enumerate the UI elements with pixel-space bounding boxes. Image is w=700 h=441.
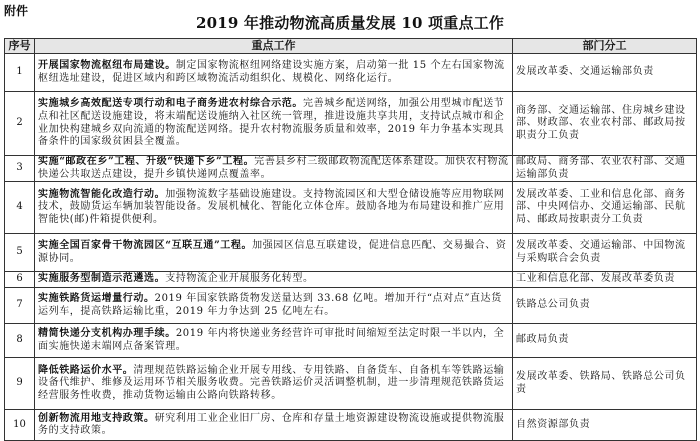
column-header-no: 序号 — [5, 39, 35, 54]
row-number: 4 — [5, 182, 35, 234]
task-detail: 2019 年内将快递业务经营许可审批时间缩短至法定时限一半以内，全面实施快递末端网点备案管理。 — [38, 328, 505, 352]
table-row — [5, 54, 697, 92]
task-cell — [35, 54, 513, 92]
task-lead: 降低铁路运价水平。 — [38, 364, 134, 376]
task-cell — [35, 410, 513, 441]
task-cell — [35, 358, 513, 410]
dept-cell: 邮政局、商务部、农业农村部、交通运输部负责 — [513, 156, 697, 182]
task-lead: 实施物流智能化改造行动。 — [38, 188, 166, 200]
row-number: 2 — [5, 92, 35, 156]
row-number: 8 — [5, 324, 35, 358]
task-cell — [35, 92, 513, 156]
dept-cell: 工业和信息化部、发展改革委负责 — [513, 272, 697, 288]
task-detail: 完善城乡配送网络，加强公用型城市配送节点和社区配送设施建设，将末端配送设施纳入社区统一管理，推进设施共享共用，支持试点城市和企业加快构建城乡双向流通的物流配送网络。提升农村物流服务质量和效率，2019 年力争基本实现具备条件的国家级贫困县全覆盖。 — [38, 98, 505, 148]
task-lead: 实施“邮政在乡”工程、升级“快递下乡”工程。 — [38, 156, 255, 167]
task-detail: 加强园区信息互联建设，促进信息匹配、交易撮合、资源协同。 — [38, 240, 507, 264]
table-header-row — [5, 39, 697, 54]
table-row — [5, 288, 697, 324]
task-cell — [35, 324, 513, 358]
task-detail: 2019 年国家铁路货物发送量达到 33.68 亿吨。增加开行“点对点”直达货运列车，提高铁路运输比重，2019 年力争达到 25 亿吨左右。 — [38, 293, 502, 317]
task-cell — [35, 234, 513, 272]
dept-cell: 发展改革委、交通运输部、中国物流与采购联合会负责 — [513, 234, 697, 272]
task-detail: 研究利用工业企业旧厂房、仓库和存量土地资源建设物流设施或提供物流服务的支持政策。 — [38, 412, 505, 437]
task-lead: 实施城乡高效配送专项行动和电子商务进农村综合示范。 — [38, 98, 303, 110]
table-row — [5, 272, 697, 288]
row-number: 1 — [5, 54, 35, 92]
task-cell — [35, 182, 513, 234]
task-detail: 支持物流企业开展服务化转型。 — [165, 273, 314, 285]
dept-cell: 自然资源部负责 — [513, 410, 697, 441]
task-lead: 创新物流用地支持政策。 — [38, 412, 155, 424]
row-number: 9 — [5, 358, 35, 410]
task-lead: 精简快递分支机构办理手续。 — [38, 328, 176, 340]
dept-cell: 铁路总公司负责 — [513, 288, 697, 324]
task-lead: 实施服务型制造示范遴选。 — [38, 273, 166, 285]
attachment-label: 附件 — [4, 4, 29, 18]
document-title: 2019 年推动物流高质量发展 10 项重点工作 — [195, 14, 505, 32]
row-number: 5 — [5, 234, 35, 272]
dept-cell: 商务部、交通运输部、住房城乡建设部、财政部、农业农村部、邮政局按职责分工负责 — [513, 92, 697, 156]
table-row — [5, 182, 697, 234]
row-number: 3 — [5, 156, 35, 182]
task-detail: 加强物流数字基础设施建设。支持物流园区和大型仓储设施等应用物联网技术，鼓励货运车辆加装智能设备。发展机械化、智能化立体仓库。鼓励各地为布局建设和推广应用智能快(邮)件箱提供便利。 — [38, 188, 505, 225]
table-row — [5, 324, 697, 358]
task-lead: 实施全国百家骨干物流园区“互联互通”工程。 — [38, 240, 253, 252]
task-cell — [35, 156, 513, 182]
task-detail: 完善县乡村三级邮政物流配送体系建设。加快农村物流快递公共取送点建设，提升乡镇快递网点覆盖率。 — [38, 156, 509, 180]
task-cell — [35, 288, 513, 324]
task-detail: 清理规范铁路运输企业开展专用线、专用铁路、自备货车、自备机车等铁路运输设备代维护、维修及运用环节相关服务收费。完善铁路运价灵活调整机制，进一步清理规范铁路货运经营服务性收费，推动货物运输由公路向铁路转移。 — [38, 364, 505, 401]
table-row — [5, 156, 697, 182]
table-row — [5, 234, 697, 272]
table-row — [5, 410, 697, 441]
task-lead: 开展国家物流枢纽布局建设。 — [38, 59, 176, 71]
key-tasks-table — [4, 38, 697, 441]
column-header-task: 重点工作 — [35, 39, 513, 54]
dept-cell: 发展改革委、工业和信息化部、商务部、中央网信办、交通运输部、民航局、邮政局按职责分工负责 — [513, 182, 697, 234]
dept-cell: 发展改革委、铁路局、铁路总公司负责 — [513, 358, 697, 410]
row-number: 6 — [5, 272, 35, 288]
task-cell — [35, 272, 513, 288]
task-lead: 实施铁路货运增量行动。 — [38, 293, 155, 305]
dept-cell: 邮政局负责 — [513, 324, 697, 358]
column-header-dept: 部门分工 — [513, 39, 697, 54]
dept-cell: 发展改革委、交通运输部负责 — [513, 54, 697, 92]
table-row — [5, 358, 697, 410]
row-number: 7 — [5, 288, 35, 324]
task-detail: 制定国家物流枢纽网络建设实施方案，启动第一批 15 个左右国家物流枢纽选址建设，促进区域内和跨区域物流活动组织化、规模化、网络化运行。 — [38, 59, 505, 84]
table-row — [5, 92, 697, 156]
row-number: 10 — [5, 410, 35, 441]
